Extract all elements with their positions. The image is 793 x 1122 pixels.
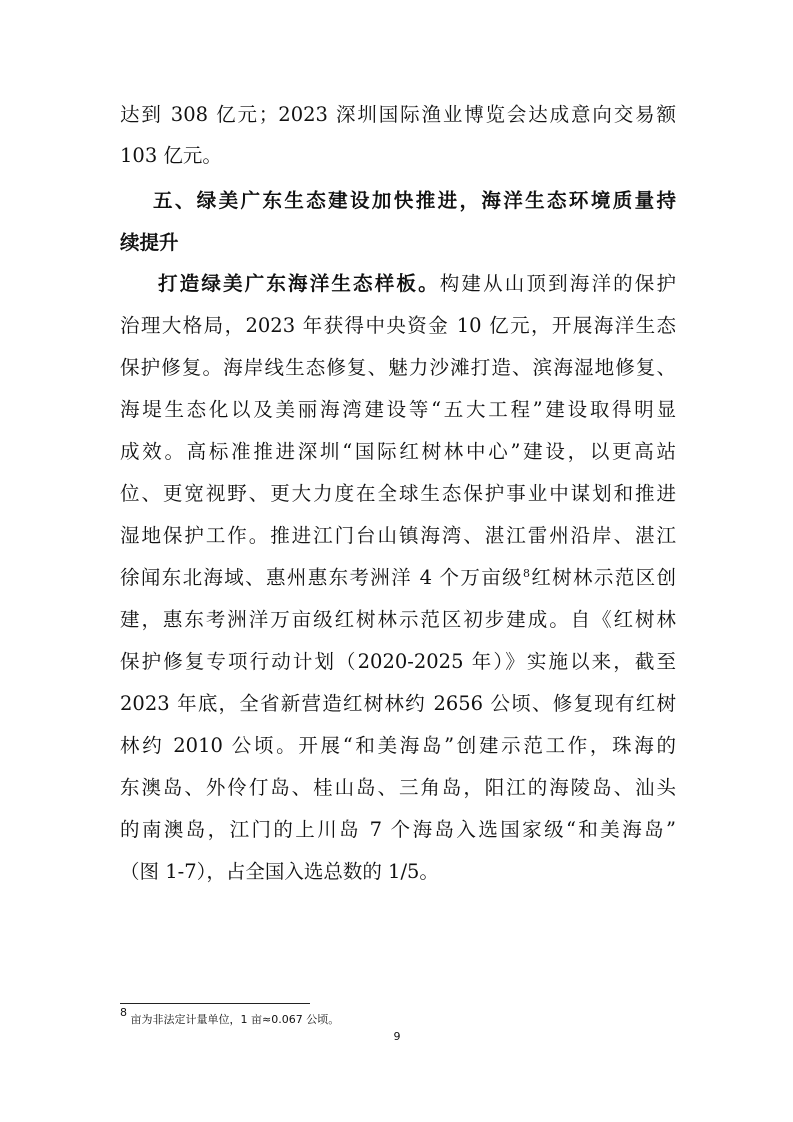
section-heading: 五、绿美广东生态建设加快推进，海洋生态环境质量持 — [153, 189, 676, 212]
body-text: 徐闻东北海域、惠州惠东考洲洋 4 个万亩级 — [120, 566, 523, 589]
body-text: 构建从山顶到海洋的保护 — [439, 272, 676, 295]
body-text-line: （图 1-7），占全国入选总数的 1/5。 — [120, 860, 439, 883]
body-text-line: 林约 2010 公顷。开展“和美海岛”创建示范工作，珠海的 — [120, 734, 676, 757]
body-text-line: 2023 年底，全省新营造红树林约 2656 公顷、修复现有红树 — [120, 692, 676, 715]
body-text-line: 海堤生态化以及美丽海湾建设等“五大工程”建设取得明显 — [120, 398, 676, 421]
footnote — [120, 1006, 340, 1028]
section-heading: 续提升 — [120, 231, 179, 254]
footnote-marker: 8 — [120, 1006, 127, 1019]
body-text-line: 东澳岛、外伶仃岛、桂山岛、三角岛，阳江的海陵岛、汕头 — [120, 776, 676, 799]
footnote-divider — [120, 1003, 310, 1004]
body-text: 红树林示范区创 — [529, 566, 676, 589]
paragraph-lead: 打造绿美广东海洋生态样板。 — [158, 272, 440, 295]
body-text-line: 治理大格局，2023 年获得中央资金 10 亿元，开展海洋生态 — [120, 314, 676, 337]
body-text-line: 湿地保护工作。推进江门台山镇海湾、湛江雷州沿岸、湛江 — [120, 524, 676, 547]
body-text-line: 103 亿元。 — [120, 144, 222, 167]
page-number: 9 — [393, 1030, 401, 1043]
body-text-line: 建，惠东考洲洋万亩级红树林示范区初步建成。自《红树林 — [120, 608, 676, 631]
body-text-line: 成效。高标准推进深圳“国际红树林中心”建设，以更高站 — [120, 440, 676, 463]
footnote-reference[interactable]: 8 — [522, 567, 530, 580]
body-text-line: 保护修复。海岸线生态修复、魅力沙滩打造、滨海湿地修复、 — [120, 356, 676, 379]
footnote-text: 亩为非法定计量单位，1 亩≈0.067 公顷。 — [127, 1013, 340, 1026]
body-text-line — [120, 559, 676, 597]
body-text-line: 位、更宽视野、更大力度在全球生态保护事业中谋划和推进 — [120, 482, 676, 505]
paragraph-first-line — [158, 265, 676, 303]
body-text-line: 达到 308 亿元；2023 深圳国际渔业博览会达成意向交易额 — [120, 103, 676, 126]
body-text-line: 保护修复专项行动计划（2020-2025 年）》实施以来，截至 — [120, 650, 676, 673]
body-text-line: 的南澳岛，江门的上川岛 7 个海岛入选国家级“和美海岛” — [120, 818, 676, 841]
